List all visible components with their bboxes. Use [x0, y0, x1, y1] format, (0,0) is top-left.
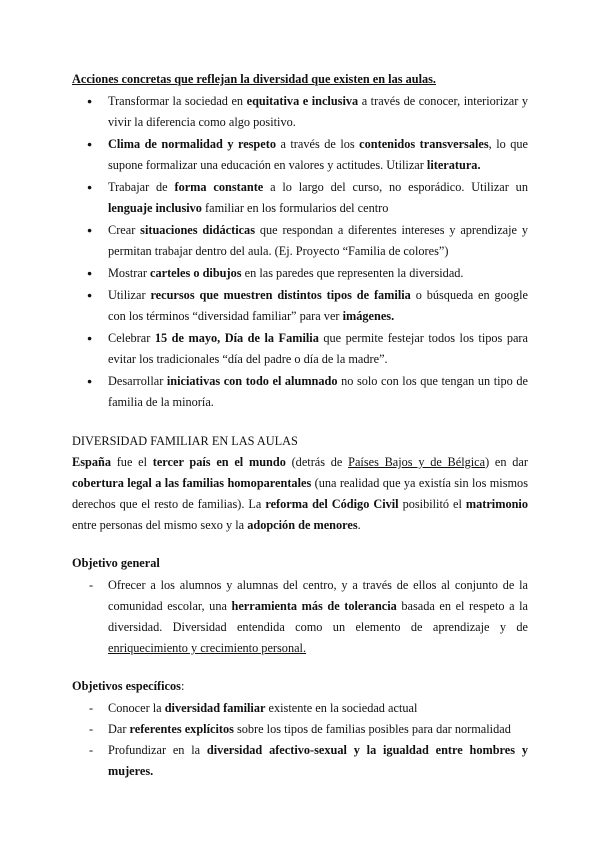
bold-text: lenguaje inclusivo [108, 201, 202, 215]
bold-text: Clima de normalidad y respeto [108, 137, 276, 151]
bold-text: diversidad familiar [164, 701, 266, 715]
text-run: entre personas del mismo sexo y la [72, 518, 248, 532]
bold-text: referentes explícitos [129, 722, 234, 736]
underlined-text: enriquecimiento y crecimiento personal. [108, 641, 307, 655]
bold-text: situaciones didácticas [140, 223, 255, 237]
text-run: o búsqueda en google con los términos “diversidad familiar” para ver [108, 288, 528, 323]
general-objective-item [72, 575, 528, 659]
bold-text: carteles o dibujos [150, 266, 242, 280]
action-item [72, 177, 528, 219]
text-run: Desarrollar [108, 374, 167, 388]
bold-text: contenidos transversales [359, 137, 489, 151]
text-run: (detrás de [285, 455, 349, 469]
text-run: existente en la sociedad actual [265, 701, 418, 715]
text-run: Crear [108, 223, 141, 237]
intro-paragraph [72, 452, 528, 536]
general-objective-heading: Objetivo general [72, 556, 160, 570]
action-item [72, 91, 528, 133]
bold-text: equitativa e inclusiva [246, 94, 359, 108]
text-run: Conocer la [108, 701, 165, 715]
text-run: Utilizar [108, 288, 151, 302]
bold-text: recursos que muestren distintos tipos de familia [150, 288, 411, 302]
actions-list [72, 91, 528, 413]
bold-text: España [72, 455, 111, 469]
action-item [72, 263, 528, 284]
text-run: sobre los tipos de familias posibles para dar normalidad [233, 722, 511, 736]
action-item [72, 371, 528, 413]
text-run: Dar [108, 722, 130, 736]
bold-text: reforma del Código Civil [265, 497, 399, 511]
text-run: a lo largo del curso, no esporádico. Utilizar un [263, 180, 528, 194]
action-item [72, 134, 528, 176]
text-run: Transformar la sociedad en [108, 94, 247, 108]
specific-objectives-heading [72, 676, 528, 697]
action-item [72, 220, 528, 262]
text-run: Profundizar en la [108, 743, 207, 757]
bold-text: tercer país en el mundo [152, 455, 286, 469]
text-run: no solo con los que tengan un tipo de familia de la minoría. [108, 374, 528, 409]
specific-objectives-list [72, 698, 528, 782]
text-run: Ofrecer a los alumnos y alumnas del centro, y a través de ellos al conjunto de la comunidad escolar, una [108, 578, 528, 613]
bold-text: diversidad afectivo-sexual y la igualdad entre hombres y mujeres. [108, 743, 528, 778]
specific-objective-item [72, 740, 528, 782]
text-run: que permite festejar todos los tipos para evitar los tradicionales “día del padre o día de la madre”. [108, 331, 528, 366]
text-run: a través de los [275, 137, 360, 151]
specific-objectives-label: Objetivos específicos [72, 679, 181, 693]
action-item [72, 328, 528, 370]
bold-text: 15 de mayo, Día de la Familia [154, 331, 319, 345]
bold-text: herramienta más de tolerancia [231, 599, 397, 613]
specific-objective-item [72, 698, 528, 719]
text-run: Mostrar [108, 266, 151, 280]
text-run: familiar en los formularios del centro [201, 201, 389, 215]
text-run: Trabajar de [108, 180, 175, 194]
general-objective-list [72, 575, 528, 659]
text-run: , lo que supone formalizar una educación en valores y actitudes. Utilizar [108, 137, 529, 172]
text-run: que respondan a diferentes intereses y aprendizaje y permitan trabajar dentro del aula. (Ej. Proyecto “Familia de colores”) [108, 223, 528, 258]
text-run: Celebrar [108, 331, 155, 345]
text-run: . [357, 518, 361, 532]
bold-text: adopción de menores [247, 518, 358, 532]
text-run: posibilitó el [398, 497, 466, 511]
text-run: ) en dar [485, 455, 528, 469]
bold-text: iniciativas con todo el alumnado [166, 374, 338, 388]
underlined-text: Países Bajos y de Bélgica [348, 455, 486, 469]
actions-heading: Acciones concretas que reflejan la diversidad que existen en las aulas. [72, 72, 437, 86]
action-item [72, 285, 528, 327]
text-run: (una realidad que ya existía sin los mismos derechos que el resto de familias). La [72, 476, 528, 511]
bold-text: imágenes. [342, 309, 395, 323]
text-run: basada en el respeto a la diversidad. Diversidad entendida como un elemento de aprendizaje y de [108, 599, 528, 634]
text-run: a través de conocer, interiorizar y vivir la diferencia como algo positivo. [108, 94, 528, 129]
bold-text: matrimonio [465, 497, 529, 511]
specific-objective-item [72, 719, 528, 740]
bold-text: literatura. [426, 158, 481, 172]
bold-text: forma constante [174, 180, 264, 194]
text-run: en las paredes que representen la diversidad. [241, 266, 464, 280]
specific-objectives-colon: : [180, 679, 185, 693]
section-title: DIVERSIDAD FAMILIAR EN LAS AULAS [72, 434, 298, 448]
text-run: fue el [110, 455, 153, 469]
bold-text: cobertura legal a las familias homoparentales [72, 476, 312, 490]
